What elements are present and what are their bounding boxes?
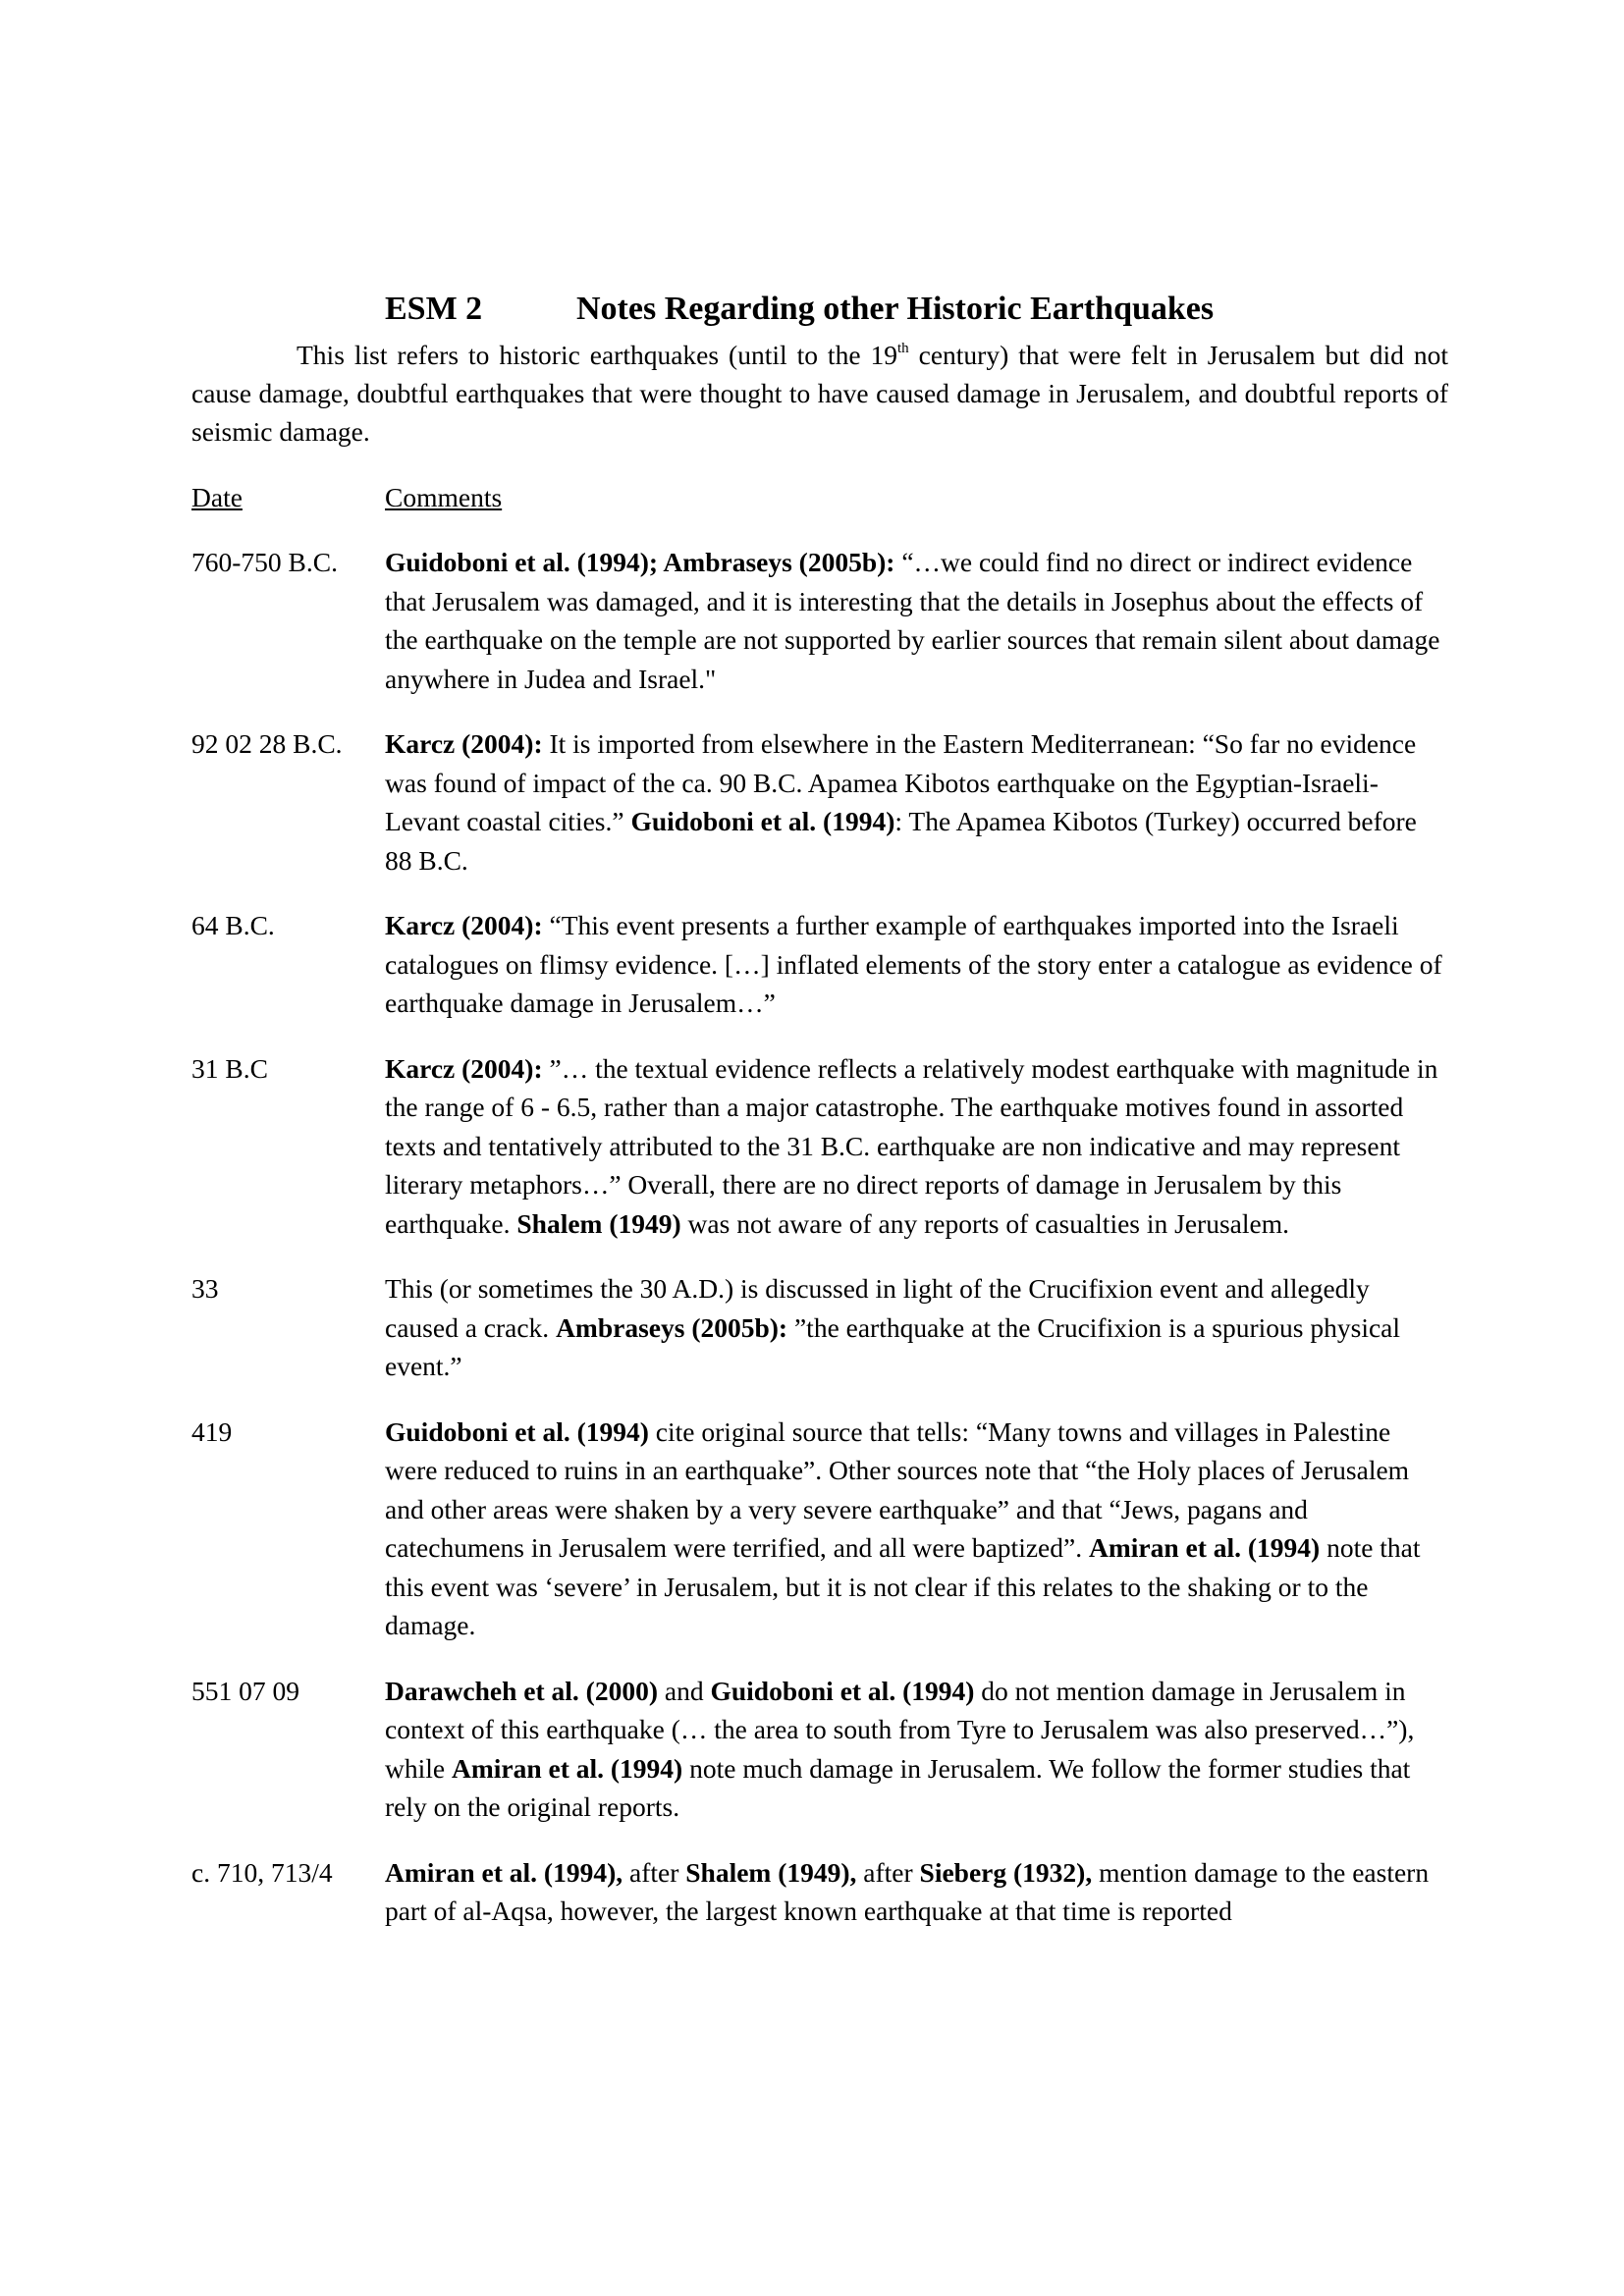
comment-text: note that this event was ‘severe’ in Jerusalem, but it is not clear if this relates to the shaking or to the damage. [385, 1532, 1421, 1640]
citation: Guidoboni et al. (1994) [710, 1675, 975, 1706]
comments-column-header: Comments [385, 482, 503, 512]
list-item [191, 906, 1448, 1023]
citation: Amiran et al. (1994) [1088, 1532, 1321, 1563]
intro-superscript: th [897, 341, 909, 356]
citation: Karcz (2004): [385, 728, 543, 759]
citation: Guidoboni et al. (1994) [630, 806, 895, 836]
comment-text: cite original source that tells: “Many towns and villages in Palestine were reduced to ruins in an earthquake”. Other sources note that “the Holy places of Jerusalem and other areas were shaken by a very severe earthquake” and that “Jews, pagans and catechumens in Jerusalem were terrified, and all were baptized”. [385, 1415, 1410, 1563]
list-item [191, 724, 1448, 880]
date-column-header: Date [191, 482, 243, 512]
entry-comment [385, 1853, 1448, 1931]
comment-text: after [856, 1856, 920, 1888]
citation: Shalem (1949) [516, 1207, 681, 1239]
citation: Darawcheh et al. (2000) [385, 1675, 658, 1706]
intro-part1: This list refers to historic earthquakes (until to the 19 [297, 340, 897, 370]
entry-date: 760-750 B.C. [191, 547, 338, 577]
comment-text: This (or sometimes the 30 A.D.) is discussed in light of the Crucifixion event and allegedly caused a crack. [385, 1273, 1370, 1343]
comment-text: do not mention damage in Jerusalem in context of this earthquake (… the area to south from Tyre to Jerusalem was also preserved…”), while [385, 1675, 1415, 1784]
entry-date: 33 [191, 1273, 219, 1304]
entry-comment [385, 906, 1448, 1023]
list-item [191, 1413, 1448, 1645]
list-item [191, 1049, 1448, 1244]
document-page [191, 287, 1448, 1957]
entry-comment [385, 724, 1448, 880]
comment-text: and [658, 1675, 711, 1706]
comment-text: : The Apamea Kibotos (Turkey) occurred before 88 B.C. [385, 806, 1417, 876]
list-item [191, 1672, 1448, 1827]
entry-comment [385, 543, 1448, 698]
comment-text: note much damage in Jerusalem. We follow the former studies that rely on the original reports. [385, 1752, 1411, 1822]
citation: Ambraseys (2005b): [556, 1311, 788, 1343]
entry-date: 419 [191, 1415, 233, 1447]
comment-text: mention damage to the eastern part of al-Aqsa, however, the largest known earthquake at that time is reported [385, 1856, 1430, 1926]
comment-text: It is imported from elsewhere in the Eastern Mediterranean: “So far no evidence was found of impact of the ca. 90 B.C. Apamea Kibotos earthquake on the Egyptian-Israeli-Levant coastal cities.” [385, 728, 1417, 836]
entry-date: c. 710, 713/4 [191, 1856, 333, 1888]
comment-text: “…we could find no direct or indirect evidence that Jerusalem was damaged, and it is interesting that the details in Josephus about the effects of the earthquake on the temple are not supported by earlier sources that remain silent about damage anywhere in Judea and Israel." [385, 547, 1440, 694]
entry-comment [385, 1672, 1448, 1827]
comment-text: ”the earthquake at the Crucifixion is a spurious physical event.” [385, 1311, 1401, 1381]
earthquake-list [191, 543, 1448, 1931]
intro-part2: century) that were felt in Jerusalem but did not cause damage, doubtful earthquakes that were thought to have caused damage in Jerusalem, and doubtful reports of seismic damage. [191, 340, 1448, 447]
entry-date: 92 02 28 B.C. [191, 728, 343, 759]
list-item [191, 1269, 1448, 1386]
entry-date: 551 07 09 [191, 1675, 299, 1706]
citation: Amiran et al. (1994), [385, 1856, 623, 1888]
comment-text: “This event presents a further example of earthquakes imported into the Israeli catalogues on flimsy evidence. […] inflated elements of the story enter a catalogue as evidence of earthquake damage in Jerusalem…” [385, 910, 1442, 1018]
citation: Shalem (1949), [685, 1856, 857, 1888]
comment-text: after [623, 1856, 686, 1888]
title-text: Notes Regarding other Historic Earthquakes [576, 291, 1215, 327]
title-label: ESM 2 [385, 291, 483, 327]
citation: Guidoboni et al. (1994) [385, 1415, 649, 1447]
entry-date: 31 B.C [191, 1052, 268, 1084]
citation: Guidoboni et al. (1994); Ambraseys (2005b): [385, 547, 895, 577]
list-item [191, 1853, 1448, 1931]
citation: Amiran et al. (1994) [451, 1752, 683, 1784]
comment-text: was not aware of any reports of casualties in Jerusalem. [680, 1207, 1289, 1239]
page-title [191, 287, 1448, 332]
entry-comment [385, 1269, 1448, 1386]
citation: Karcz (2004): [385, 910, 543, 940]
intro-paragraph [191, 336, 1448, 451]
entry-comment [385, 1413, 1448, 1645]
citation: Sieberg (1932), [919, 1856, 1093, 1888]
citation: Karcz (2004): [385, 1052, 543, 1084]
comment-text: ”… the textual evidence reflects a relatively modest earthquake with magnitude in the range of 6 - 6.5, rather than a major catastrophe. The earthquake motives found in assorted texts and tentatively attributed to the 31 B.C. earthquake are non indicative and may represent literary metaphors…” Overall, there are no direct reports of damage in Jerusalem by this earthquake. [385, 1052, 1438, 1239]
list-item [191, 543, 1448, 698]
entry-comment [385, 1049, 1448, 1244]
table-header [191, 478, 1448, 516]
entry-date: 64 B.C. [191, 910, 275, 940]
